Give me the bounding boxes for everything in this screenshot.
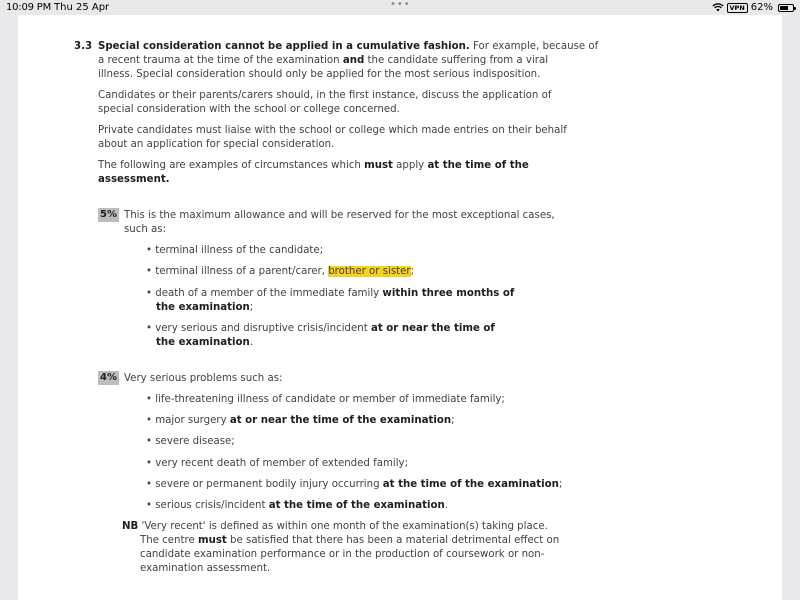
bold-text: must xyxy=(197,535,227,546)
text: 'Very recent' is defined as within one month of the examination(s) taking place. xyxy=(138,521,548,532)
status-right xyxy=(712,2,794,13)
bold-text: Special consideration cannot be applied in a cumulative fashion. xyxy=(98,41,470,52)
bold-text: must xyxy=(364,160,393,171)
bold-text: the examination xyxy=(156,337,250,348)
nb-label: NB xyxy=(122,521,139,532)
text: . xyxy=(444,500,449,511)
text: The centre xyxy=(140,535,198,546)
text: a recent trauma at the time of the examination xyxy=(98,55,343,66)
list-item xyxy=(146,287,514,301)
list-item-cont xyxy=(156,301,253,315)
list-item-cont xyxy=(156,336,253,350)
status-bar xyxy=(0,0,800,15)
five-percent-badge: 5% xyxy=(100,209,117,220)
bold-text: at the time of the examination xyxy=(268,500,445,511)
paragraph-line: illness. Special consideration should only be applied for the most serious indisposition. xyxy=(98,69,541,80)
bold-text: at or near the time of xyxy=(370,323,495,334)
list-item: • terminal illness of the candidate; xyxy=(146,245,324,256)
paragraph-line xyxy=(98,40,598,54)
text: ; xyxy=(249,302,254,313)
status-time: 10:09 PM xyxy=(6,2,52,13)
text: • severe or permanent bodily injury occurring xyxy=(146,479,383,490)
five-percent-intro: such as: xyxy=(124,224,167,235)
bold-text: within three months of xyxy=(382,288,515,299)
paragraph-line: about an application for special consideration. xyxy=(98,139,335,150)
bold-text: at the time of the xyxy=(427,160,529,171)
text: ; xyxy=(410,266,415,277)
battery-percent: 62% xyxy=(750,2,773,13)
list-item xyxy=(146,478,562,492)
text: For example, because of xyxy=(469,41,599,52)
list-item: • very recent death of member of extended family; xyxy=(146,458,408,469)
list-item: • life-threatening illness of candidate or member of immediate family; xyxy=(146,394,505,405)
nb-note: candidate examination performance or in the production of coursework or non- xyxy=(140,549,545,560)
four-percent-badge: 4% xyxy=(100,372,117,383)
text: • death of a member of the immediate family xyxy=(146,288,383,299)
bold-text: the examination xyxy=(156,302,250,313)
four-percent-intro: Very serious problems such as: xyxy=(124,373,283,384)
list-item xyxy=(146,322,495,336)
text: • very serious and disruptive crisis/incident xyxy=(146,323,371,334)
nb-note: examination assessment. xyxy=(140,563,271,574)
nb-note xyxy=(140,534,559,548)
paragraph-line: Private candidates must liaise with the school or college which made entries on their behalf xyxy=(98,125,567,136)
nb-note xyxy=(122,520,548,534)
vpn-badge: VPN xyxy=(727,3,748,13)
highlighted-text[interactable]: brother or sister xyxy=(328,266,411,277)
bold-text: and xyxy=(342,55,365,66)
text: • terminal illness of a parent/carer, xyxy=(146,266,329,277)
paragraph-line: assessment. xyxy=(98,174,170,185)
bold-text: at or near the time of the examination xyxy=(229,415,452,426)
text: The following are examples of circumstances which xyxy=(98,160,365,171)
document-page xyxy=(18,15,782,600)
multitasking-dots[interactable]: ••• xyxy=(390,0,411,10)
five-percent-intro: This is the maximum allowance and will be reserved for the most exceptional cases, xyxy=(124,210,555,221)
list-item: • severe disease; xyxy=(146,436,235,447)
list-item xyxy=(146,265,414,279)
section-number: 3.3 xyxy=(74,41,93,52)
text: • serious crisis/incident xyxy=(146,500,269,511)
paragraph-line: special consideration with the school or college concerned. xyxy=(98,104,400,115)
list-item xyxy=(146,499,448,513)
text: be satisfied that there has been a material detrimental effect on xyxy=(226,535,560,546)
paragraph-line: Candidates or their parents/carers should, in the first instance, discuss the application of xyxy=(98,90,552,101)
paragraph-line xyxy=(98,54,548,68)
battery-icon xyxy=(778,4,794,12)
text: ; xyxy=(558,479,563,490)
text: apply xyxy=(392,160,428,171)
text: the candidate suffering from a viral xyxy=(364,55,549,66)
text: . xyxy=(249,337,254,348)
text: • major surgery xyxy=(146,415,230,426)
wifi-icon xyxy=(712,3,724,12)
list-item xyxy=(146,414,455,428)
text: ; xyxy=(451,415,455,426)
status-date: Thu 25 Apr xyxy=(54,2,110,13)
bold-text: at the time of the examination xyxy=(382,479,559,490)
paragraph-line xyxy=(98,159,529,173)
